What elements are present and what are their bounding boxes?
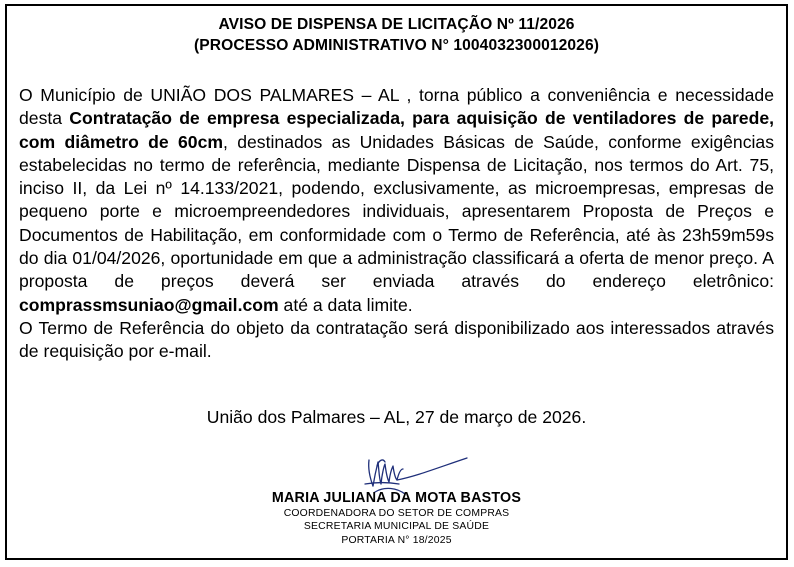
signatory-name: MARIA JULIANA DA MOTA BASTOS	[271, 490, 522, 506]
notice-body	[19, 84, 774, 364]
signatory-department: SECRETARIA MUNICIPAL DE SAÚDE	[303, 521, 490, 532]
contact-email[interactable]: comprassmsuniao@gmail.com	[19, 294, 279, 315]
paragraph-terms: O Termo de Referência do objeto da contratação será disponibilizado aos interessados através de requisição por e-mail.	[19, 317, 774, 362]
signature-block	[7, 456, 786, 556]
contract-object: Contratação de empresa especializada, para aquisição de ventiladores de parede, com diâmetro de 60cm	[19, 108, 774, 152]
process-number: (PROCESSO ADMINISTRATIVO N° 1004032300012026)	[193, 37, 600, 54]
deadline-text: até a data limite.	[278, 294, 413, 315]
notice-title: AVISO DE DISPENSA DE LICITAÇÃO Nº 11/2026	[218, 16, 575, 33]
paragraph-main	[19, 84, 774, 317]
intro-text: O Município de UNIÃO DOS PALMARES – AL , torna público a conveniência e necessidade desta	[19, 85, 774, 129]
notice-frame	[5, 4, 788, 560]
signatory-ordinance: PORTARIA N° 18/2025	[341, 535, 452, 546]
place-date: União dos Palmares – AL, 27 de março de 2026.	[206, 407, 587, 427]
conditions-text: , destinados as Unidades Básicas de Saúde, conforme exigências estabelecidas no termo de referência, mediante Dispensa de Licitação, nos termos do Art. 75, inciso II, da Lei nº 14.133/2021, podendo, exclusivamente, as microempresas, empresas de pequeno porte e microempreendedores individuais, apresentarem Proposta de Preços e Documentos de Habilitação, em conformidade com o Termo de Referência, até às 23h59m59s do dia 01/04/2026, oportunidade em que a administração classificará a oferta de menor preço. A proposta de preços deverá ser enviada através do endereço eletrônico:	[19, 131, 774, 292]
signatory-role: COORDENADORA DO SETOR DE COMPRAS	[283, 508, 510, 519]
